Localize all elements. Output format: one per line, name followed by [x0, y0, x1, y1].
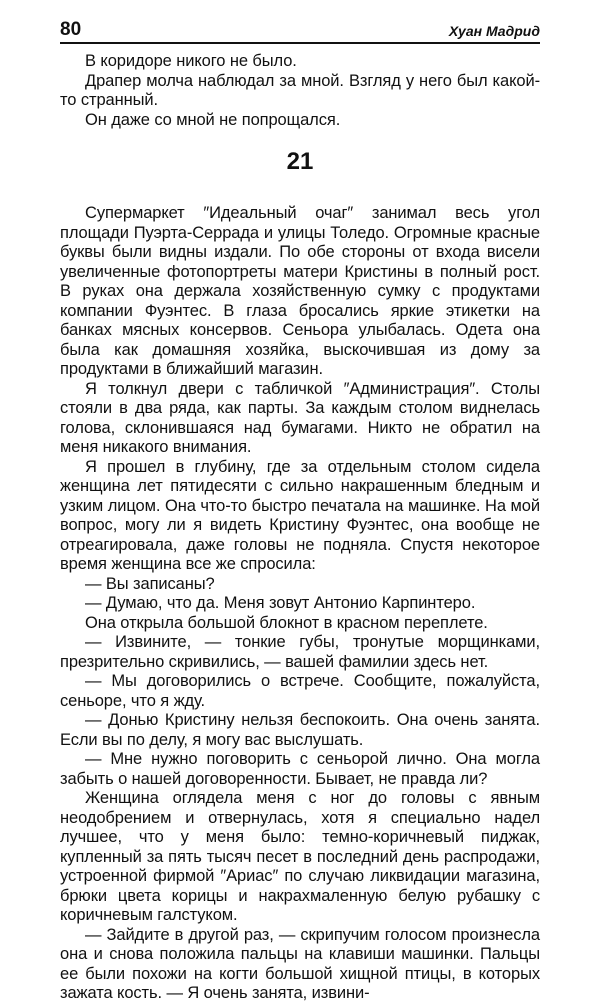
paragraph: Женщина оглядела меня с ног до головы с явным неодобрением и отвернулась, хотя я специально надел лучшее, что у меня было: темно-коричневый пиджак, купленный за пять тысяч песет в последний день распродажи, устроенной фирмой ″Ариас″ по случаю ликвидации магазина, брюки цвета корицы и накрахмаленную белую рубашку с коричневым галстуком.	[60, 789, 540, 924]
paragraph: В коридоре никого не было.	[85, 52, 297, 70]
dialogue-line: — Извините, — тонкие губы, тронутые морщинками, презрительно скривились, — вашей фамилии здесь нет.	[60, 633, 540, 671]
paragraph: Супермаркет ″Идеальный очаг″ занимал весь угол площади Пуэрта-Серрада и улицы Толедо. Огромные красные буквы были видны издали. По обе стороны от входа висели увеличенные фотопортреты матери Кристины в полный рост. В руках она держала хозяйственную сумку с продуктами компании Фуэнтес. В глаза бросались яркие этикетки на банках мясных консервов. Сеньора улыбалась. Одета она была как домашняя хозяйка, выскочившая из дому за продуктами в ближайший магазин.	[60, 204, 540, 378]
dialogue-line: — Мне нужно поговорить с сеньорой лично. Она могла забыть о нашей договоренности. Бывает, не правда ли?	[60, 750, 540, 788]
dialogue-line: — Вы записаны?	[85, 574, 215, 593]
chapter-number: 21	[286, 148, 314, 175]
paragraph: Я толкнул двери с табличкой ″Администрация″. Столы стояли в два ряда, как парты. За каждым столом виднелась голова, склонившаяся над бумагами. Никто не обратил на меня никакого внимания.	[60, 379, 540, 456]
paragraph: Драпер молча наблюдал за мной. Взгляд у него был какой-то странный.	[60, 71, 540, 109]
chapter-body	[60, 204, 540, 1004]
paragraph: Он даже со мной не попрощался.	[85, 110, 341, 129]
page-number: 80	[60, 19, 82, 40]
dialogue-line: — Думаю, что да. Меня зовут Антонио Карпинтеро.	[85, 594, 476, 612]
page-header	[60, 20, 540, 44]
paragraph: Она открыла большой блокнот в красном переплете.	[85, 613, 488, 632]
dialogue-line: — Мы договорились о встрече. Сообщите, пожалуйста, сеньоре, что я жду.	[60, 672, 540, 710]
intro-text	[60, 52, 540, 130]
running-head-author: Хуан Мадрид	[448, 23, 540, 39]
paragraph: Я прошел в глубину, где за отдельным столом сидела женщина лет пятидесяти с сильно накрашенным бледным и узким лицом. Она что-то быстро печатала на машинке. На мой вопрос, могу ли я видеть Кристину Фуэнтес, она вообще не отреагировала, даже головы не подняла. Спустя некоторое время женщина все же спросила:	[60, 457, 540, 573]
dialogue-line: — Донью Кристину нельзя беспокоить. Она очень занята. Если вы по делу, я могу вас выслушать.	[60, 711, 540, 749]
dialogue-line: — Зайдите в другой раз, — скрипучим голосом произнесла она и снова положила пальцы на клавиши машинки. Пальцы ее были похожи на когти большой хищной птицы, в которых зажата кость. — Я очень занята, извини-	[60, 925, 540, 1002]
